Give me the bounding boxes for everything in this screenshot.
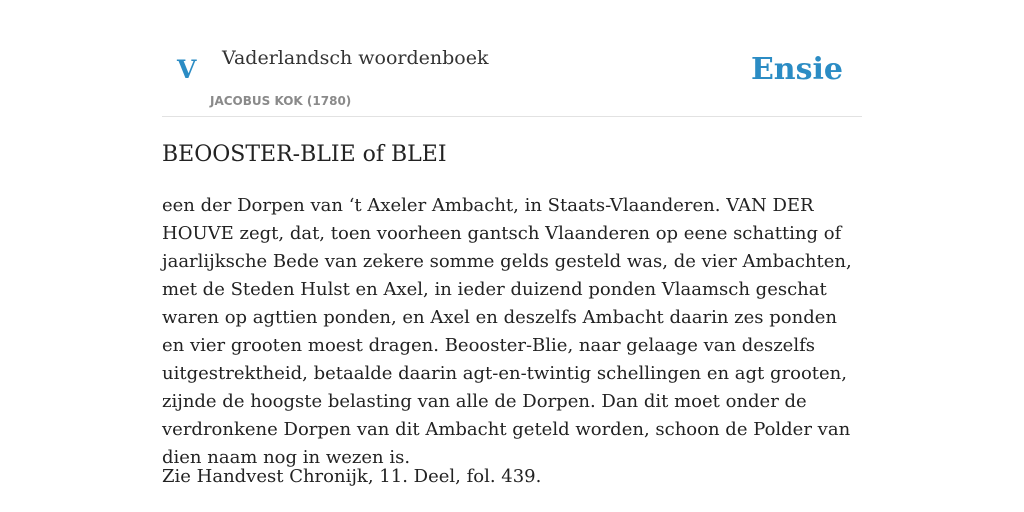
entry-body: een der Dorpen van ‘t Axeler Ambacht, in Staats-Vlaanderen. VAN DER HOUVE zegt, dat, toen voorheen gantsch Vlaanderen op eene schatting of jaarlijksche Bede van zekere somme gelds gesteld was, de vier Ambachten, met de Steden Hulst en Axel, in ieder duizend ponden Vlaamsch geschat waren op agttien ponden, en Axel en deszelfs Ambacht daarin zes ponden en vier grooten moest dragen. Beooster-Blie, naar gelaage van deszelfs uitgestrektheid, betaalde daarin agt-en-twintig schellingen en agt grooten, zijnde de hoogste belasting van alle de Dorpen. Dan dit moet onder de verdronkene Dorpen van dit Ambacht geteld worden, schoon de Polder van dien naam nog in wezen is. xyxy=(162,195,852,468)
dictionary-title[interactable]: Vaderlandsch woordenboek xyxy=(222,47,489,69)
entry-title: BEOOSTER-BLIE of BLEI xyxy=(162,142,447,167)
dictionary-author: JACOBUS KOK (1780) xyxy=(210,94,352,108)
ensie-logo[interactable]: Ensie xyxy=(750,52,843,87)
dictionary-header xyxy=(162,0,862,117)
index-letter[interactable]: V xyxy=(177,55,197,84)
entry-reference: Zie Handvest Chronijk, 11. Deel, fol. 439. xyxy=(162,466,542,487)
